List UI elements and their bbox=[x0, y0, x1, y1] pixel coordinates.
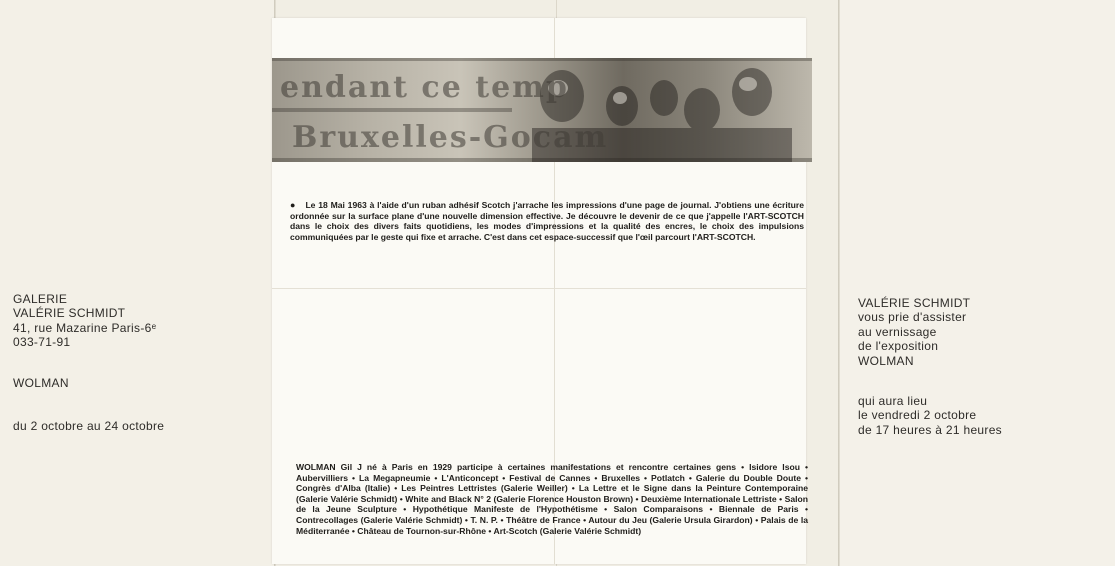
invitation-host: VALÉRIE SCHMIDT bbox=[858, 296, 971, 310]
gallery-info bbox=[13, 292, 156, 350]
fold-line-right bbox=[838, 0, 840, 566]
biography-name: WOLMAN Gil J bbox=[296, 462, 362, 472]
right-panel bbox=[840, 0, 1115, 566]
invitation-artist: WOLMAN bbox=[858, 353, 914, 368]
bullet-icon: ● bbox=[290, 200, 296, 210]
newspaper-scotch-photo bbox=[272, 58, 812, 162]
invitation-line-2: au vernissage bbox=[858, 324, 937, 339]
biography-text: né à Paris en 1929 participe à certaines manifestations et rencontre certaines gens • Isidore Isou • Aubervilliers • La Megapneumie • L'Anticoncept • Festival de Cannes • Bruxelles • Potlatch • Galerie du Double Doute • Congrès d'Alba (Italie) • Les Peintres Lettristes (Galerie Weiller) • La Lettre et le Signe dans la Peinture Contemporaine (Galerie Valérie Schmidt) • White and Black N° 2 (Galerie Florence Houston Brown) • Deuxième Internationale Lettriste • Salon de la Jeune Sculpture • Hypothétique Manifeste de l'Hypothétisme • Salon Comparaisons • Biennale de Paris • Contrecollages (Galerie Valérie Schmidt) • T. N. P. • Théâtre de France • Autour du Jeu (Galerie Ursula Girardon) • Palais de la Méditerranée • Château de Tournon-sur-Rhône • Art-Scotch (Galerie Valérie Schmidt) bbox=[296, 462, 808, 536]
photo-text-line-2: Bruxelles-Gocam bbox=[292, 120, 609, 155]
left-panel bbox=[0, 0, 274, 566]
invitation-line-4: qui aura lieu bbox=[858, 394, 928, 408]
photo-text-line-1: endant ce temp bbox=[280, 70, 569, 105]
invitation-line-6: de 17 heures à 21 heures bbox=[858, 422, 1002, 437]
invitation-line-1: vous prie d'assister bbox=[858, 310, 967, 325]
artist-name-left: WOLMAN bbox=[13, 376, 69, 390]
art-scotch-statement bbox=[290, 200, 804, 242]
gallery-label: GALERIE bbox=[13, 292, 68, 306]
insert-sheet bbox=[272, 18, 806, 564]
invitation-time-block bbox=[858, 394, 1002, 437]
gallery-name: VALÉRIE SCHMIDT bbox=[13, 306, 126, 321]
exhibition-dates: du 2 octobre au 24 octobre bbox=[13, 419, 165, 433]
invitation-block bbox=[858, 296, 970, 368]
invitation-line-3: de l'exposition bbox=[858, 339, 939, 354]
gallery-phone: 033-71-91 bbox=[13, 335, 71, 350]
statement-text: Le 18 Mai 1963 à l'aide d'un ruban adhésif Scotch j'arrache les impressions d'une page de journal. J'obtiens une écriture ordonnée sur la surface plane d'une nouvelle dimension effective. Je découvre le devenir de ce que j'appelle l'ART-SCOTCH dans le choix des divers faits quotidiens, les modes d'impressions et la qualité des encres, le choix des impulsions communiquées par le geste qui fixe et arrache. C'est dans cet espace-successif que l'œil parcourt l'ART-SCOTCH. bbox=[290, 200, 804, 242]
invitation-line-5: le vendredi 2 octobre bbox=[858, 408, 977, 423]
artist-biography bbox=[296, 462, 808, 536]
gallery-address: 41, rue Mazarine Paris-6ᵉ bbox=[13, 320, 157, 335]
sheet-crease-horizontal bbox=[272, 288, 806, 289]
